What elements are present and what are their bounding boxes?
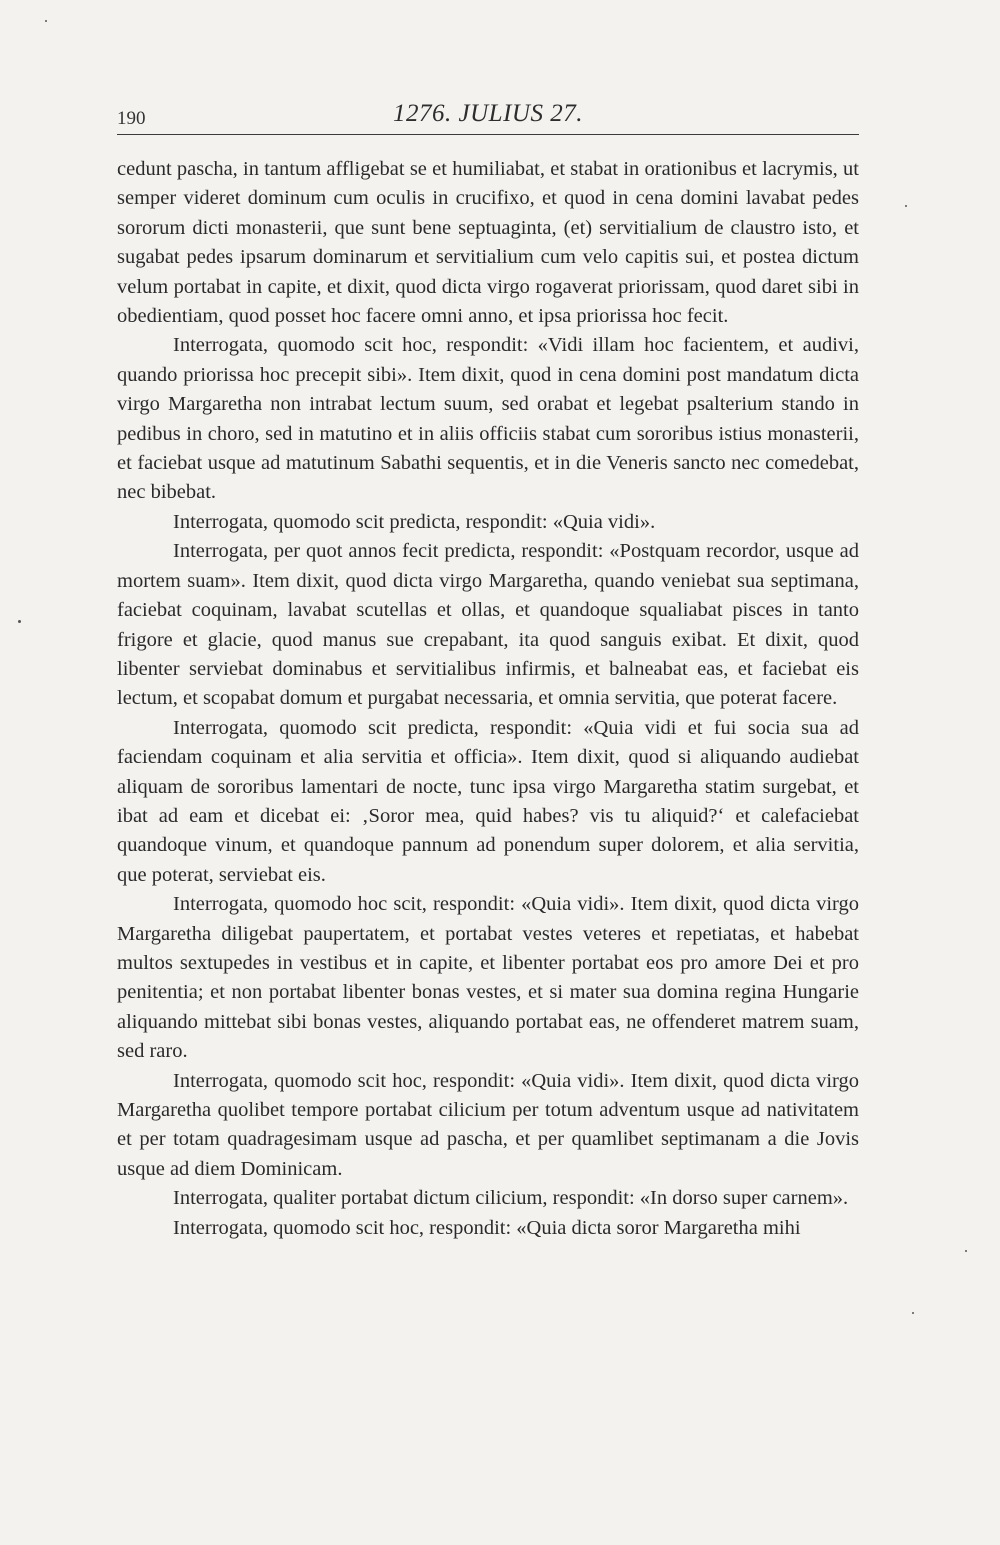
paragraph: Interrogata, quomodo scit predicta, respondit: «Quia vidi». xyxy=(173,510,656,533)
paragraph: Interrogata, quomodo hoc scit, respondit: «Quia vidi». Item dixit, quod dicta virgo Margaretha diligebat paupertatem, et portabat vestes veteres et repetiatas, et habebat multos sextupedes in vestibus et in capite, et libenter portabat eos pro amore Dei et pro penitentia; et non portabat libenter bonas vestes, et si mater sua domina regina Hungarie aliquando mittebat sibi bonas vestes, aliquando portabat eas, ne offenderet matrem suam, sed raro. xyxy=(117,893,859,1063)
scan-speck xyxy=(18,620,21,623)
paragraph: Interrogata, per quot annos fecit predicta, respondit: «Postquam recordor, usque ad mortem suam». Item dixit, quod dicta virgo Margaretha, quando veniebat sua septimana, faciebat coquinam, lavabat scutellas et ollas, et quandoque squaliabat pisces in tanto frigore et glacie, quod manus sue crepabant, ita quod sanguis exibat. Et dixit, quod libenter serviebat dominabus et servitialibus infirmis, et balneabat eas, et faciebat eis lectum, et scopabat domum et purgabat necessaria, et omnia servitia, que poterat facere. xyxy=(117,540,859,710)
paragraph: cedunt pascha, in tantum affligebat se et humiliabat, et stabat in orationibus et lacrymis, ut semper videret dominum cum oculis in crucifixo, et quod in cena domini lavabat pedes sororum dicti monasterii, que sunt bene septuaginta, (et) servitialium de claustro isto, et sugabat pedes ipsarum dominarum et servitialium cum velo capitis sui, et postea dictum velum portabat in capite, et dixit, quod dicta virgo rogaverat priorissam, quod daret sibi in obedientiam, quod posset hoc facere omni anno, et ipsa priorissa hoc fecit. xyxy=(117,158,859,328)
scan-speck xyxy=(965,1250,967,1252)
running-head xyxy=(117,100,859,135)
paragraph: Interrogata, quomodo scit predicta, respondit: «Quia vidi et fui socia sua ad faciendam coquinam et alia servitia et officia». Item dixit, quod si aliquando audiebat aliquam de sororibus lamentari de nocte, tunc ipsa virgo Margaretha statim surgebat, et ibat ad eam et dicebat ei: ‚Soror mea, quid habes? vis tu aliquid?‘ et calefaciebat quandoque vinum, et quandoque pannum ad ponendum super dolorem, et alia servitia, que poterat, serviebat eis. xyxy=(117,716,859,886)
scan-speck xyxy=(45,20,47,22)
body-text xyxy=(117,155,859,1243)
scan-speck xyxy=(912,1312,914,1314)
scan-speck xyxy=(905,205,907,207)
paragraph: Interrogata, quomodo scit hoc, respondit: «Quia dicta soror Margaretha mihi xyxy=(173,1216,801,1239)
paragraph: Interrogata, qualiter portabat dictum cilicium, respondit: «In dorso super carnem». xyxy=(173,1187,849,1210)
paragraph: Interrogata, quomodo scit hoc, respondit: «Vidi illam hoc facientem, et audivi, quando priorissa hoc precepit sibi». Item dixit, quod in cena domini post mandatum dicta virgo Margaretha non intrabat lectum suum, sed orabat et legebat psalterium stando in pedibus in choro, sed in matutino et in aliis officiis stabat cum sororibus istius monasterii, et faciebat usque ad matutinum Sabathi sequentis, et in die Veneris sancto nec comedebat, nec bibebat. xyxy=(117,334,859,504)
running-title: 1276. JULIUS 27. xyxy=(393,100,583,127)
page-number: 190 xyxy=(117,108,146,129)
paragraph: Interrogata, quomodo scit hoc, respondit: «Quia vidi». Item dixit, quod dicta virgo Margaretha quolibet tempore portabat cilicium per totum adventum usque ad nativitatem et per totam quadragesimam usque ad pascha, et per quamlibet septimanam a die Jovis usque ad diem Dominicam. xyxy=(117,1069,859,1180)
